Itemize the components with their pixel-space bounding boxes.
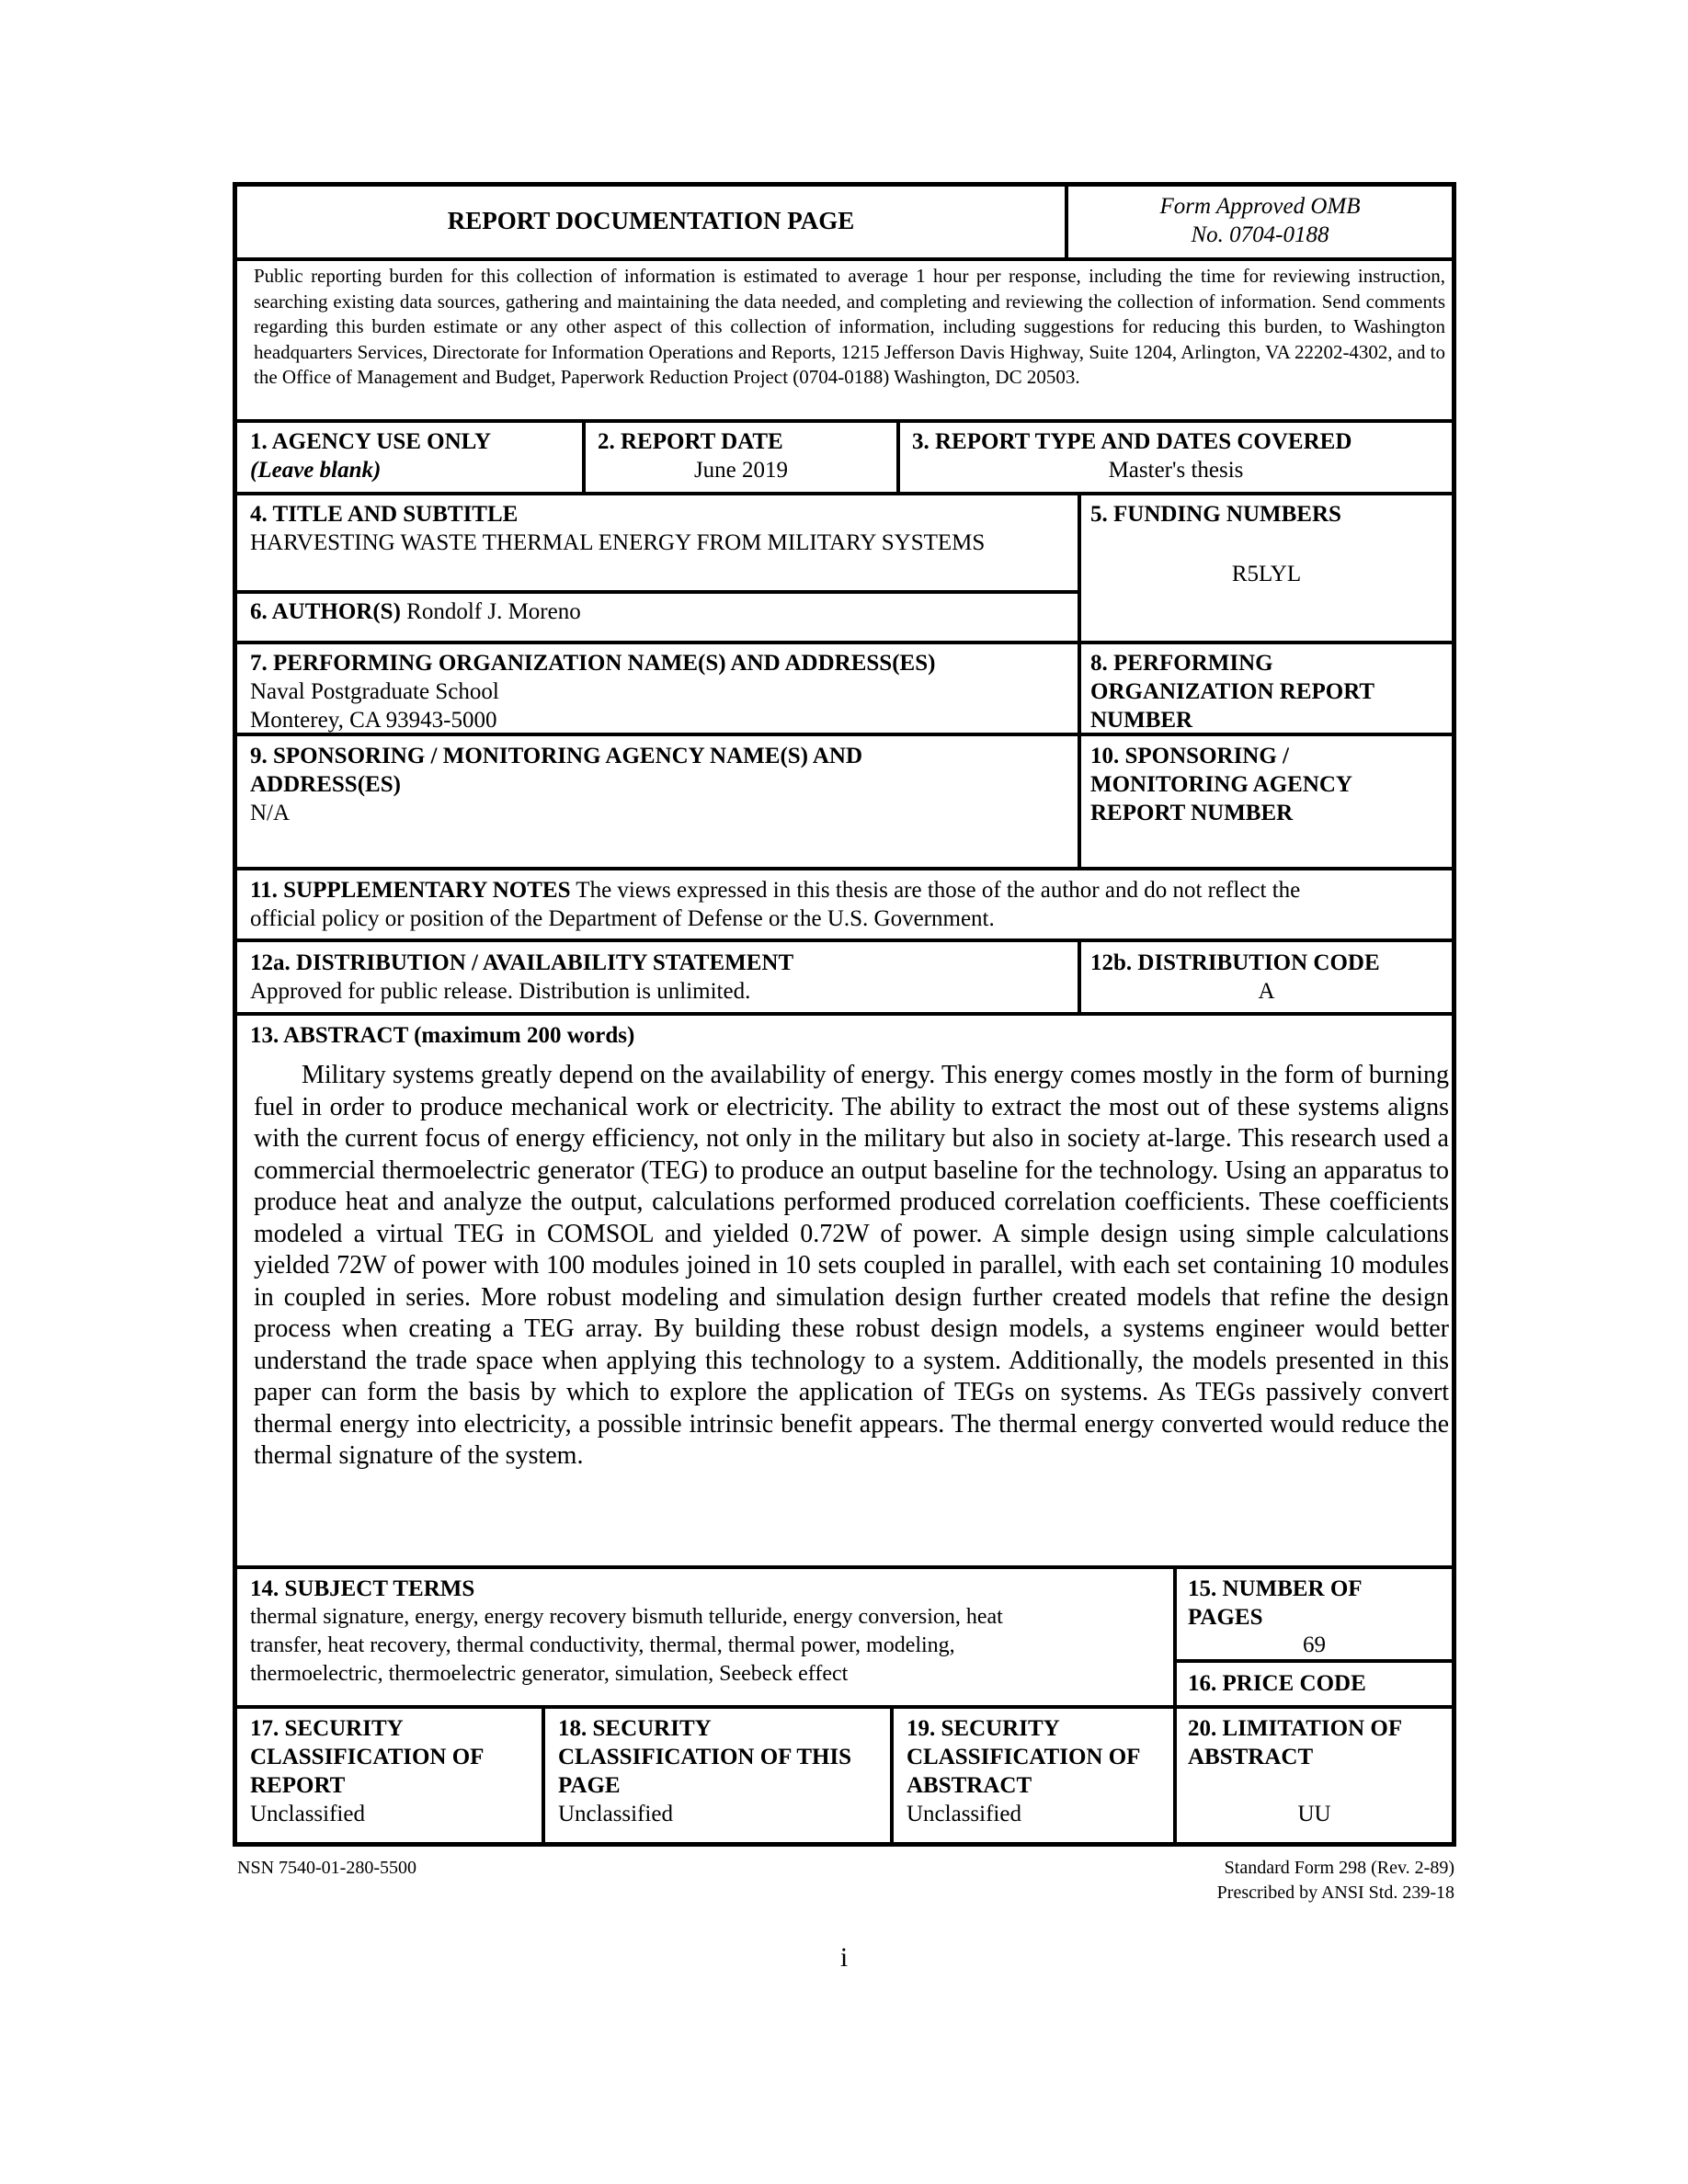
report-documentation-form bbox=[233, 182, 1456, 1847]
sponsoring-value: N/A bbox=[250, 801, 291, 825]
rule-after-abstract bbox=[237, 1565, 1452, 1569]
performing-org-line2: Monterey, CA 93943-5000 bbox=[250, 708, 497, 733]
distribution-code-value: A bbox=[1258, 979, 1275, 1004]
funding-value: R5LYL bbox=[1231, 562, 1302, 586]
page-number: i bbox=[839, 1942, 849, 1973]
report-date-label: 2. REPORT DATE bbox=[598, 429, 783, 454]
sec-page-value: Unclassified bbox=[558, 1802, 673, 1826]
sec-report-value: Unclassified bbox=[250, 1802, 365, 1826]
rule-after-header bbox=[237, 257, 1452, 261]
supplementary-line2: official policy or position of the Department of Defense or the U.S. Government. bbox=[250, 906, 995, 931]
prescribed-label: Prescribed by ANSI Std. 239-18 bbox=[1216, 1883, 1454, 1903]
rule-between-pages-price bbox=[1177, 1659, 1452, 1663]
sec-abstract-line3: ABSTRACT bbox=[907, 1773, 1032, 1798]
distribution-label: 12a. DISTRIBUTION / AVAILABILITY STATEMENT bbox=[250, 950, 794, 975]
form-title: REPORT DOCUMENTATION PAGE bbox=[447, 207, 855, 234]
sec-report-line3: REPORT bbox=[250, 1773, 346, 1798]
agency-use-value: (Leave blank) bbox=[250, 458, 382, 483]
rule-after-burden bbox=[237, 419, 1452, 423]
sec-page-line1: 18. SECURITY bbox=[558, 1716, 712, 1741]
author-value: Rondolf J. Moreno bbox=[406, 599, 581, 624]
sec-report-line1: 17. SECURITY bbox=[250, 1716, 404, 1741]
rule-after-distribution bbox=[237, 1012, 1452, 1016]
form-approved-line1: Form Approved OMB bbox=[1159, 194, 1361, 219]
sec-abstract-line1: 19. SECURITY bbox=[907, 1716, 1060, 1741]
limitation-value: UU bbox=[1297, 1802, 1331, 1826]
sponsoring-line1: 9. SPONSORING / MONITORING AGENCY NAME(S) AND bbox=[250, 744, 863, 768]
rule-after-author bbox=[237, 641, 1452, 644]
performing-org-label: 7. PERFORMING ORGANIZATION NAME(S) AND ADDRESS(ES) bbox=[250, 651, 936, 676]
limitation-line1: 20. LIMITATION OF bbox=[1188, 1716, 1403, 1741]
divider-security-a bbox=[542, 1705, 545, 1847]
sec-page-line2: CLASSIFICATION OF THIS bbox=[558, 1745, 852, 1769]
distribution-value: Approved for public release. Distribution is unlimited. bbox=[250, 979, 751, 1004]
form-approved-line2: No. 0704-0188 bbox=[1191, 222, 1329, 247]
supplementary-line1 bbox=[250, 876, 1300, 904]
price-code-label: 16. PRICE CODE bbox=[1188, 1671, 1366, 1696]
divider-right-column bbox=[1078, 492, 1081, 867]
rule-after-supplementary bbox=[237, 938, 1452, 942]
sponsoring-report-line1: 10. SPONSORING / bbox=[1090, 744, 1290, 768]
performing-org-line1: Naval Postgraduate School bbox=[250, 679, 499, 704]
author-label: 6. AUTHOR(S) bbox=[250, 599, 401, 624]
performing-report-line2: ORGANIZATION REPORT bbox=[1090, 679, 1375, 704]
title-label: 4. TITLE AND SUBTITLE bbox=[250, 502, 519, 527]
subject-terms-label: 14. SUBJECT TERMS bbox=[250, 1576, 475, 1601]
performing-report-line3: NUMBER bbox=[1090, 708, 1193, 733]
report-type-label: 3. REPORT TYPE AND DATES COVERED bbox=[912, 429, 1352, 454]
sponsoring-report-line2: MONITORING AGENCY bbox=[1090, 772, 1352, 797]
distribution-code-label: 12b. DISTRIBUTION CODE bbox=[1090, 950, 1380, 975]
report-date-value: June 2019 bbox=[693, 458, 789, 483]
performing-report-line1: 8. PERFORMING bbox=[1090, 651, 1273, 676]
standard-form-label: Standard Form 298 (Rev. 2-89) bbox=[1224, 1858, 1454, 1878]
author-field bbox=[250, 597, 581, 626]
abstract-text: Military systems greatly depend on the availability of energy. This energy comes mostly in the form of burning fuel in order to produce mechanical work or electricity. The ability to extract the most out of these systems aligns with the current focus of energy efficiency, not only in the military but also in society at-large. This research used a commercial thermoelectric generator (TEG) to produce an output baseline for the technology. Using an apparatus to produce heat and analyze the output, calculations performed produced correlation coefficients. These coefficients modeled a virtual TEG in COMSOL and yielded 0.72W of power. A simple design using simple calculations yielded 72W of power with 100 modules joined in 10 sets coupled in parallel, with each set containing 10 modules in coupled in series. More robust modeling and simulation design further created models that refine the design process when creating a TEG array. By building these robust design models, a systems engineer would better understand the trade space when applying this technology to a system. Additionally, the models presented in this paper can form the basis by which to explore the application of TEGs on systems. As TEGs passively convert thermal energy into electricity, a possible intrinsic benefit appears. The thermal energy converted would reduce the thermal signature of the system. bbox=[254, 1061, 1449, 1470]
num-pages-line2: PAGES bbox=[1188, 1605, 1263, 1630]
sponsoring-line2: ADDRESS(ES) bbox=[250, 772, 401, 797]
divider-security-b bbox=[890, 1705, 894, 1847]
nsn-number: NSN 7540-01-280-5500 bbox=[237, 1858, 416, 1878]
title-value: HARVESTING WASTE THERMAL ENERGY FROM MILITARY SYSTEMS bbox=[250, 530, 986, 555]
sec-report-line2: CLASSIFICATION OF bbox=[250, 1745, 485, 1769]
burden-statement: Public reporting burden for this collection of information is estimated to average 1 hour per response, including the time for reviewing instruction, searching existing data sources, gathering and maintaining the data needed, and completing and reviewing the collection of information. Send comments regarding this burden estimate or any other aspect of this collection of information, including suggestions for reducing this burden, to Washington headquarters Services, Directorate for Information Operations and Reports, 1215 Jefferson Davis Highway, Suite 1204, Arlington, VA 22202-4302, and to the Office of Management and Budget, Paperwork Reduction Project (0704-0188) Washington, DC 20503. bbox=[254, 265, 1445, 388]
report-type-value: Master's thesis bbox=[1108, 458, 1244, 483]
sec-abstract-value: Unclassified bbox=[907, 1802, 1021, 1826]
supplementary-text-1: The views expressed in this thesis are those of the author and do not reflect the bbox=[576, 878, 1301, 903]
rule-after-title bbox=[237, 590, 1081, 594]
subject-terms-line1: thermal signature, energy, energy recovery bismuth telluride, energy conversion, heat bbox=[250, 1605, 1003, 1629]
abstract-label: 13. ABSTRACT (maximum 200 words) bbox=[250, 1023, 635, 1048]
rule-after-row1 bbox=[237, 492, 1452, 495]
subject-terms-line2: transfer, heat recovery, thermal conductivity, thermal, thermal power, modeling, bbox=[250, 1633, 955, 1657]
sec-abstract-line2: CLASSIFICATION OF bbox=[907, 1745, 1141, 1769]
sponsoring-report-line3: REPORT NUMBER bbox=[1090, 801, 1294, 825]
subject-terms-line3: thermoelectric, thermoelectric generator, simulation, Seebeck effect bbox=[250, 1662, 849, 1686]
agency-use-label: 1. AGENCY USE ONLY bbox=[250, 429, 492, 454]
num-pages-value: 69 bbox=[1303, 1632, 1326, 1657]
rule-after-sponsoring bbox=[237, 867, 1452, 870]
num-pages-line1: 15. NUMBER OF bbox=[1188, 1576, 1363, 1601]
limitation-line2: ABSTRACT bbox=[1188, 1745, 1314, 1769]
funding-label: 5. FUNDING NUMBERS bbox=[1090, 502, 1341, 527]
supplementary-label: 11. SUPPLEMENTARY NOTES bbox=[250, 878, 571, 903]
sec-page-line3: PAGE bbox=[558, 1773, 621, 1798]
rule-after-subject bbox=[237, 1705, 1452, 1709]
